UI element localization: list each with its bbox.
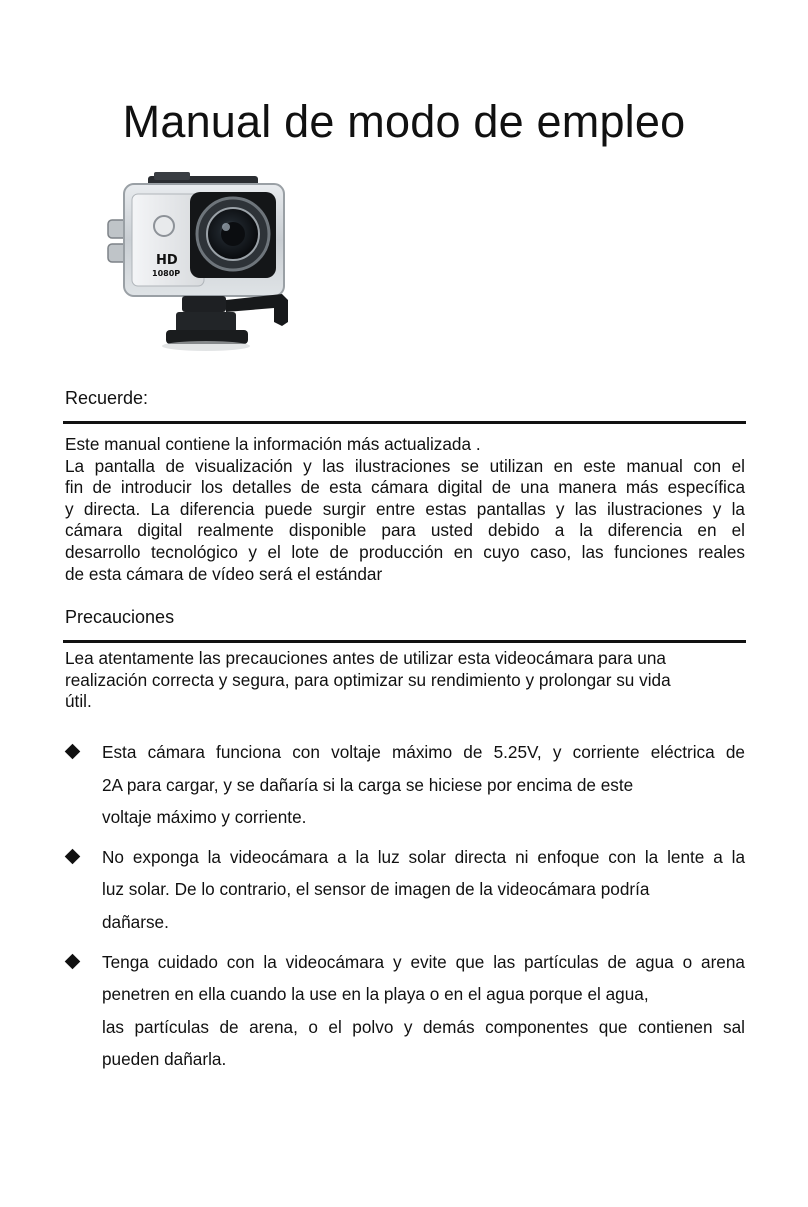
- text-line: pueden dañarla.: [102, 1049, 227, 1070]
- text-line: luz solar. De lo contrario, el sensor de imagen de la videocámara podría: [102, 879, 650, 900]
- text-line: útil.: [65, 691, 92, 712]
- section-heading-recuerde: Recuerde:: [65, 388, 149, 408]
- text-line: penetren en ella cuando la use en la playa o en el agua porque el agua,: [102, 984, 649, 1005]
- list-item: [65, 841, 745, 939]
- section-divider: [63, 640, 746, 643]
- text-line: y directa. La diferencia puede surgir entre estas pantallas y las ilustraciones y la: [65, 498, 745, 519]
- precauciones-paragraph: [65, 648, 745, 713]
- text-line: La pantalla de visualización y las ilustraciones se utilizan en este manual con el: [65, 455, 745, 476]
- text-line: realización correcta y segura, para optimizar su rendimiento y prolongar su vida: [65, 669, 671, 690]
- camera-badge-hd: HD: [156, 253, 178, 268]
- diamond-bullet-icon: [65, 953, 81, 969]
- text-line: fin de introducir los detalles de esta cámara digital de una manera más específica: [65, 477, 745, 498]
- text-line: dañarse.: [102, 911, 169, 932]
- text-line: No exponga la videocámara a la luz solar directa ni enfoque con la lente a la: [102, 846, 745, 867]
- precautions-list: [65, 736, 745, 1083]
- page-title: Manual de modo de empleo: [122, 96, 686, 147]
- diamond-bullet-icon: [65, 849, 81, 865]
- text-line: voltaje máximo y corriente.: [102, 807, 307, 828]
- recuerde-paragraph: [65, 434, 745, 585]
- text-line: desarrollo tecnológico y el lote de producción en cuyo caso, las funciones reales: [65, 541, 745, 562]
- text-line: 2A para cargar, y se dañaría si la carga se hiciese por encima de este: [102, 774, 634, 795]
- text-line: Este manual contiene la información más actualizada .: [65, 434, 481, 454]
- diamond-bullet-icon: [65, 744, 81, 760]
- text-line: Tenga cuidado con la videocámara y evite que las partículas de agua o arena: [102, 951, 745, 972]
- text-line: Lea atentamente las precauciones antes de utilizar esta videocámara para una: [65, 648, 666, 668]
- text-line: de esta cámara de vídeo será el estándar: [65, 563, 383, 584]
- list-item: [65, 736, 745, 834]
- text-line: cámara digital realmente disponible para usted debido a la diferencia en el: [65, 520, 745, 541]
- list-item: [65, 946, 745, 1076]
- section-heading-precauciones: Precauciones: [65, 607, 175, 627]
- action-camera-icon: [106, 168, 298, 354]
- text-line: las partículas de arena, o el polvo y demás componentes que contienen sal: [102, 1016, 745, 1037]
- camera-badge-resolution: 1080P: [152, 269, 181, 278]
- section-divider: [63, 421, 746, 424]
- text-line: Esta cámara funciona con voltaje máximo de 5.25V, y corriente eléctrica de: [102, 742, 745, 762]
